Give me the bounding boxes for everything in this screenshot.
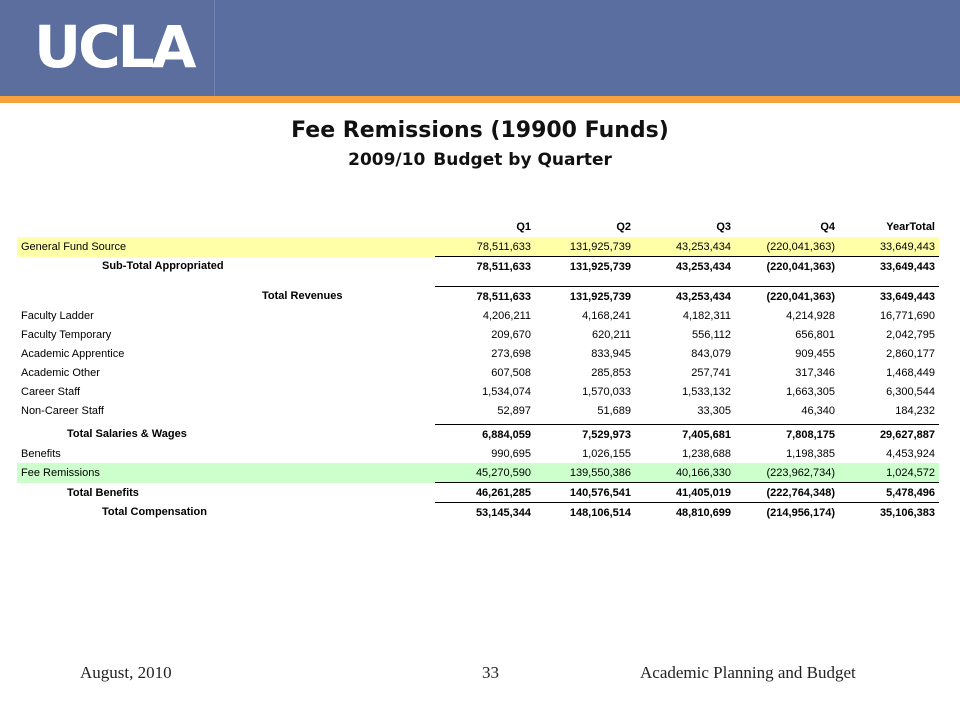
row-label: General Fund Source — [17, 237, 435, 257]
ucla-logo: UCLA — [34, 13, 194, 81]
budget-table — [17, 217, 939, 522]
table-cell: 2,860,177 — [886, 347, 935, 360]
table-cell: 833,945 — [591, 347, 631, 360]
table-cell: 45,270,590 — [435, 463, 535, 483]
table-cell: 4,453,924 — [886, 447, 935, 460]
table-cell: 78,511,633 — [435, 287, 535, 307]
table-cell: 317,346 — [795, 366, 835, 379]
table-cell: 1,533,132 — [682, 385, 731, 398]
table-row — [17, 363, 939, 382]
row-label: Academic Apprentice — [21, 347, 125, 360]
table-cell: 1,026,155 — [582, 447, 631, 460]
table-cell: 43,253,434 — [635, 237, 735, 257]
column-header: Q3 — [716, 221, 731, 233]
table-cell: 33,649,443 — [839, 257, 939, 277]
table-cell: 1,198,385 — [786, 447, 835, 460]
row-label: Non-Career Staff — [21, 404, 104, 417]
table-cell: 43,253,434 — [635, 257, 735, 277]
table-cell: 1,024,572 — [839, 463, 939, 483]
page-number: 33 — [482, 663, 499, 682]
table-cell: 48,810,699 — [635, 503, 735, 523]
table-cell: 556,112 — [692, 328, 731, 341]
table-cell: 1,468,449 — [886, 366, 935, 379]
table-cell: 33,649,443 — [839, 237, 939, 257]
table-cell: 7,529,973 — [535, 425, 635, 445]
row-label: Academic Other — [21, 366, 100, 379]
header-cell — [17, 217, 435, 237]
subtitle-text: Budget by Quarter — [433, 150, 612, 170]
table-cell: 139,550,386 — [535, 463, 635, 483]
table-cell: 148,106,514 — [535, 503, 635, 523]
table-row — [17, 503, 939, 523]
footer-date: August, 2010 — [80, 663, 172, 682]
table-row — [17, 306, 939, 325]
table-row — [17, 325, 939, 344]
table-row — [17, 344, 939, 363]
table-cell: 6,300,544 — [886, 385, 935, 398]
column-header: YearTotal — [886, 221, 935, 233]
table-row — [17, 287, 939, 307]
table-cell: 41,405,019 — [635, 483, 735, 503]
table-cell: 620,211 — [592, 328, 631, 341]
row-label: Faculty Temporary — [21, 328, 112, 341]
table-cell: (214,956,174) — [735, 503, 839, 523]
table-cell: 209,670 — [491, 328, 531, 341]
table-row — [17, 382, 939, 401]
table-row — [17, 425, 939, 445]
table-cell: 5,478,496 — [839, 483, 939, 503]
table-cell: 257,741 — [691, 366, 731, 379]
row-label: Total Salaries & Wages — [67, 428, 187, 441]
row-label: Fee Remissions — [17, 463, 435, 483]
row-label: Faculty Ladder — [21, 309, 94, 322]
table-row — [17, 463, 939, 483]
table-cell: 43,253,434 — [635, 287, 735, 307]
table-cell: 4,182,311 — [682, 309, 731, 322]
row-label: Total Benefits — [67, 486, 139, 499]
table-cell: (220,041,363) — [735, 287, 839, 307]
table-cell: 909,455 — [795, 347, 835, 360]
table-cell: 78,511,633 — [435, 257, 535, 277]
table-cell: (222,764,348) — [735, 483, 839, 503]
column-header: Q2 — [616, 221, 631, 233]
table-cell: 1,570,033 — [582, 385, 631, 398]
table-cell: 46,340 — [801, 404, 835, 417]
row-label: Total Compensation — [102, 506, 207, 519]
table-cell: 140,576,541 — [535, 483, 635, 503]
table-cell: 78,511,633 — [435, 237, 535, 257]
table-cell: 53,145,344 — [435, 503, 535, 523]
table-cell: 16,771,690 — [879, 309, 935, 322]
table-cell: 131,925,739 — [535, 237, 635, 257]
table-cell: 273,698 — [491, 347, 531, 360]
table-header-row — [17, 217, 939, 237]
table-cell: 7,405,681 — [635, 425, 735, 445]
table-cell: 1,238,688 — [682, 447, 731, 460]
table-cell: 46,261,285 — [435, 483, 535, 503]
table-row — [17, 237, 939, 257]
table-cell: 1,663,305 — [786, 385, 835, 398]
table-cell: 4,168,241 — [582, 309, 631, 322]
table-cell: 33,305 — [697, 404, 731, 417]
accent-stripe — [0, 96, 960, 103]
table-row — [17, 444, 939, 463]
column-header: Q1 — [516, 221, 531, 233]
table-row — [17, 257, 939, 277]
header-banner — [0, 0, 960, 96]
table-cell: 131,925,739 — [535, 257, 635, 277]
table-cell: 285,853 — [591, 366, 631, 379]
table-cell: 33,649,443 — [839, 287, 939, 307]
table-row — [17, 401, 939, 420]
table-cell: 2,042,795 — [886, 328, 935, 341]
table-cell: 40,166,330 — [635, 463, 735, 483]
table-cell: (220,041,363) — [735, 237, 839, 257]
table-cell: 35,106,383 — [839, 503, 939, 523]
row-label: Career Staff — [21, 385, 81, 398]
page-subtitle — [0, 150, 960, 170]
footer-department: Academic Planning and Budget — [640, 663, 856, 682]
table-cell: 29,627,887 — [839, 425, 939, 445]
subtitle-year: 2009/10 — [348, 150, 426, 170]
table-cell: (223,962,734) — [735, 463, 839, 483]
row-label: Benefits — [21, 447, 61, 460]
table-cell: 4,206,211 — [482, 309, 531, 322]
table-cell: 184,232 — [895, 404, 935, 417]
table-cell: 4,214,928 — [786, 309, 835, 322]
table-cell: 6,884,059 — [435, 425, 535, 445]
page-title: Fee Remissions (19900 Funds) — [291, 118, 669, 143]
table-cell: 52,897 — [497, 404, 531, 417]
table-cell: 1,534,074 — [482, 385, 531, 398]
table-cell: 131,925,739 — [535, 287, 635, 307]
table-cell: 7,808,175 — [735, 425, 839, 445]
column-header: Q4 — [820, 221, 835, 233]
table-cell: 990,695 — [491, 447, 531, 460]
table-cell: (220,041,363) — [735, 257, 839, 277]
row-label: Sub-Total Appropriated — [102, 260, 224, 273]
logo-panel — [0, 0, 215, 96]
spacer-row — [17, 276, 939, 287]
table-row — [17, 483, 939, 503]
row-label: Total Revenues — [262, 290, 343, 303]
table-cell: 656,801 — [795, 328, 835, 341]
table-cell: 843,079 — [691, 347, 731, 360]
table-cell: 51,689 — [597, 404, 631, 417]
table-cell: 607,508 — [491, 366, 531, 379]
